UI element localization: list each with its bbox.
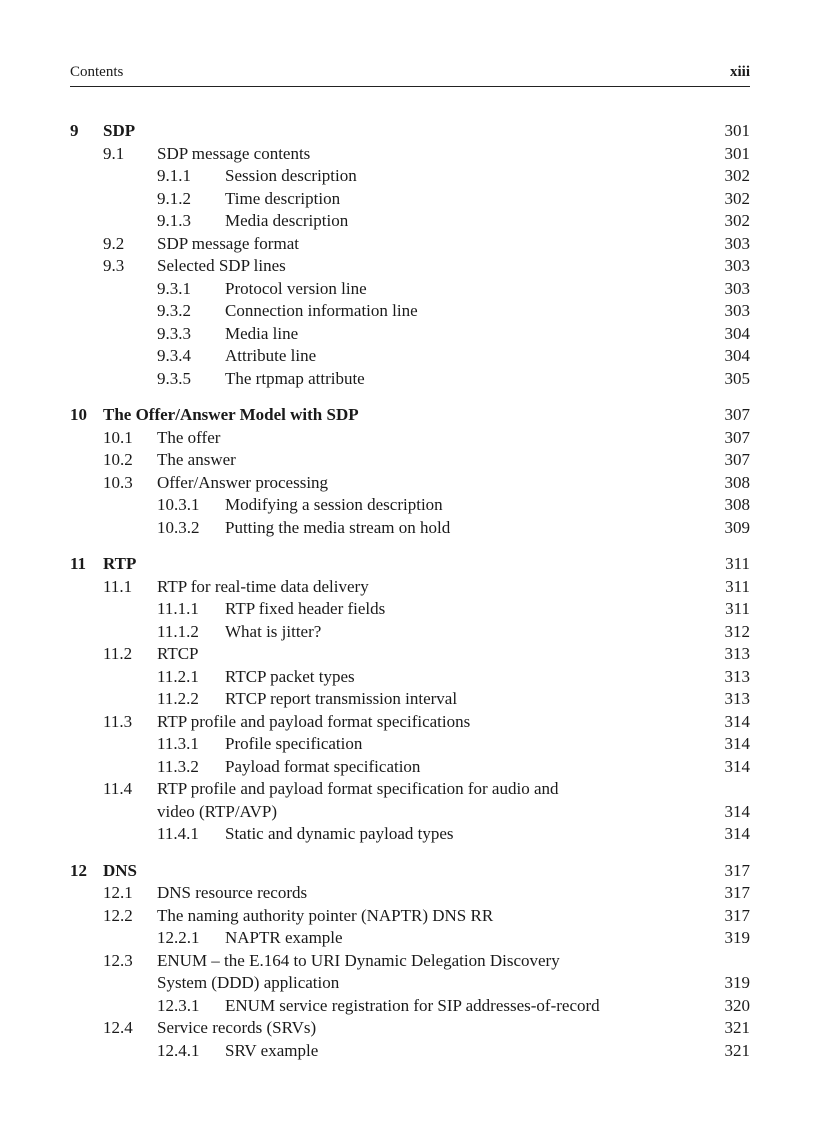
toc-entry-subsection[interactable] [70, 300, 750, 323]
toc-entry-number: 10.3.1 [157, 495, 200, 514]
toc-entry-number: 9.3.5 [157, 368, 191, 388]
toc-entry-number: 10 [70, 405, 87, 424]
toc-entry-page: 302 [724, 188, 750, 208]
toc-entry-subsection[interactable] [70, 688, 750, 711]
toc-entry-section[interactable] [70, 576, 750, 599]
toc-entry-subsection[interactable] [70, 995, 750, 1018]
toc-entry-subsection[interactable] [70, 165, 750, 188]
toc-entry-page: 303 [724, 278, 750, 298]
toc-entry-section[interactable] [70, 427, 750, 450]
toc-entry-number: 11.3 [103, 711, 133, 731]
toc-entry-subsection[interactable] [70, 598, 750, 621]
toc-entry-subsection[interactable] [70, 823, 750, 846]
toc-entry-number: 9.1.1 [157, 166, 191, 185]
toc-entry-page: 307 [724, 450, 750, 469]
toc-entry-page: 314 [724, 801, 750, 821]
toc-entry-number: 12.2 [103, 905, 133, 925]
toc-entry-title: The rtpmap attribute [225, 368, 365, 388]
toc-entry-page: 309 [724, 517, 750, 537]
toc-entry-page: 303 [724, 233, 750, 253]
toc-entry-page: 307 [724, 427, 750, 447]
toc-entry-title: Attribute line [225, 346, 317, 365]
toc-entry-number: 12.2.1 [157, 928, 200, 947]
toc-entry-title: SDP message contents [157, 143, 311, 163]
toc-entry-title: Session description [225, 166, 357, 185]
toc-entry-title: ENUM service registration for SIP addresses-of-record [225, 995, 600, 1015]
toc-entry-subsection[interactable] [70, 278, 750, 301]
toc-entry-title: Putting the media stream on hold [225, 517, 451, 537]
toc-entry-page: 308 [724, 495, 750, 514]
toc-entry-section[interactable] [70, 233, 750, 256]
toc-entry-number: 9.1.2 [157, 188, 191, 208]
toc-entry-number: 11 [70, 554, 87, 573]
toc-entry-title: Payload format specification [225, 756, 421, 776]
toc-entry-number: 11.2 [103, 644, 133, 663]
toc-entry-number: 9.3.3 [157, 323, 191, 343]
toc-entry-title: SDP message format [157, 233, 299, 253]
toc-entry-page: 311 [725, 554, 750, 573]
toc-entry-number: 11.4 [103, 779, 133, 798]
toc-entry-section[interactable] [70, 143, 750, 166]
toc-entry-page: 314 [724, 756, 750, 776]
toc-entry-page: 321 [724, 1018, 750, 1037]
toc-entry-number: 9.1.3 [157, 211, 191, 230]
toc-entry-number: 10.3 [103, 472, 133, 492]
toc-entry-page: 313 [724, 666, 750, 686]
toc-entry-page: 301 [724, 143, 750, 163]
toc-entry-subsection[interactable] [70, 368, 750, 391]
toc-entry-title: RTCP [157, 644, 199, 663]
toc-entry-title: Static and dynamic payload types [225, 824, 454, 843]
toc-entry-page: 305 [724, 368, 750, 388]
toc-entry-title: RTP fixed header fields [225, 599, 386, 618]
toc-entry-title: Profile specification [225, 734, 363, 753]
toc-entry-title: DNS [103, 860, 138, 880]
toc-entry-number: 11.1.2 [157, 621, 199, 641]
toc-entry-title: Modifying a session description [225, 495, 443, 514]
toc-entry-number: 12.3.1 [157, 995, 200, 1015]
toc-entry-number: 12.4.1 [157, 1040, 200, 1060]
toc-entry-title: Connection information line [225, 301, 418, 320]
toc-entry-number: 11.4.1 [157, 824, 199, 843]
toc-entry-title: The offer [157, 427, 221, 447]
toc-entry-title: RTCP packet types [225, 666, 355, 686]
toc-entry-title: RTP for real-time data delivery [157, 576, 369, 596]
toc-entry-title: The naming authority pointer (NAPTR) DNS RR [157, 905, 494, 925]
toc-entry-chapter[interactable] [70, 120, 750, 143]
toc-entry-page: 313 [724, 644, 750, 663]
toc-entry-title: Selected SDP lines [157, 256, 286, 275]
toc-entry-title: Offer/Answer processing [157, 472, 329, 492]
toc-entry-cont[interactable] [70, 972, 750, 995]
toc-entry-cont[interactable] [70, 801, 750, 824]
toc-entry-subsection[interactable] [70, 927, 750, 950]
toc-entry-section[interactable] [70, 882, 750, 905]
toc-entry-title: SDP [103, 121, 136, 140]
toc-entry-title: DNS resource records [157, 883, 308, 902]
toc-entry-subsection[interactable] [70, 666, 750, 689]
page-number-roman: xiii [729, 64, 750, 80]
toc-entry-page: 301 [724, 121, 750, 140]
toc-entry-page: 302 [724, 166, 750, 185]
toc-entry-title: ENUM – the E.164 to URI Dynamic Delegation Discovery [157, 950, 560, 970]
toc-entry-page: 317 [724, 905, 750, 925]
toc-entry-title: The answer [157, 450, 236, 469]
toc-entry-number: 11.2.1 [157, 666, 199, 686]
toc-entry-chapter[interactable] [70, 860, 750, 883]
toc-entry-page: 307 [724, 405, 750, 424]
toc-entry-subsection[interactable] [70, 756, 750, 779]
toc-entry-subsection[interactable] [70, 210, 750, 233]
toc-entry-number: 12.1 [103, 883, 133, 902]
toc-entry-number: 11.3.1 [157, 734, 199, 753]
toc-entry-number: 11.1 [103, 576, 133, 596]
toc-entry-title: Time description [225, 188, 341, 208]
toc-entry-page: 302 [724, 211, 750, 230]
toc-entry-number: 12 [70, 860, 87, 880]
chapter-spacer [70, 539, 750, 553]
toc-entry-page: 314 [724, 711, 750, 731]
toc-entry-subsection[interactable] [70, 733, 750, 756]
toc-entry-section[interactable] [70, 778, 750, 801]
toc-entry-number: 9 [70, 121, 79, 140]
toc-entry-section[interactable] [70, 643, 750, 666]
toc-entry-page: 314 [724, 824, 750, 843]
running-header [70, 64, 750, 87]
toc-entry-title: RTCP report transmission interval [225, 689, 458, 708]
toc-entry-page: 304 [724, 346, 750, 365]
toc-entry-section[interactable] [70, 905, 750, 928]
running-header-title: Contents [70, 64, 124, 80]
toc-entry-page: 319 [724, 928, 750, 947]
toc-entry-number: 9.3.1 [157, 278, 191, 298]
chapter-spacer [70, 846, 750, 860]
toc-entry-page: 303 [724, 301, 750, 320]
toc-entry-number: 9.3.2 [157, 301, 191, 320]
toc-entry-title: Media line [225, 323, 299, 343]
toc-entry-page: 312 [724, 621, 750, 641]
toc-entry-title: RTP profile and payload format specifications [157, 711, 471, 731]
toc-entry-number: 11.3.2 [157, 756, 199, 776]
toc-entry-number: 11.1.1 [157, 599, 199, 618]
toc-entry-subsection[interactable] [70, 621, 750, 644]
toc-entry-subsection[interactable] [70, 517, 750, 540]
toc-entry-page: 320 [724, 995, 750, 1015]
toc-entry-number: 9.1 [103, 143, 125, 163]
toc-entry-number: 10.1 [103, 427, 133, 447]
toc-entry-section[interactable] [70, 472, 750, 495]
toc-entry-page: 311 [725, 576, 750, 596]
toc-entry-page: 314 [724, 734, 750, 753]
toc-entry-page: 317 [724, 860, 750, 880]
toc-entry-number: 10.3.2 [157, 517, 200, 537]
toc-entry-section[interactable] [70, 1017, 750, 1040]
toc-entry-title: Protocol version line [225, 278, 367, 298]
toc-entry-section[interactable] [70, 950, 750, 973]
toc-entry-number: 9.3 [103, 256, 125, 275]
toc-entry-page: 321 [724, 1040, 750, 1060]
toc-entry-subsection[interactable] [70, 323, 750, 346]
toc-entry-number: 11.2.2 [157, 689, 199, 708]
toc-entry-title: SRV example [225, 1040, 319, 1060]
toc-entry-number: 12.3 [103, 950, 133, 970]
toc-entry-page: 303 [724, 256, 750, 275]
table-of-contents [70, 120, 750, 1062]
toc-entry-title: NAPTR example [225, 928, 343, 947]
toc-entry-title: RTP profile and payload format specification for audio and [157, 779, 559, 798]
toc-entry-page: 319 [724, 973, 750, 992]
chapter-spacer [70, 390, 750, 404]
toc-entry-page: 317 [724, 883, 750, 902]
toc-entry-page: 311 [725, 599, 750, 618]
toc-entry-title: RTP [103, 554, 137, 573]
toc-entry-number: 10.2 [103, 450, 133, 469]
toc-entry-number: 9.3.4 [157, 346, 191, 365]
toc-entry-subsection[interactable] [70, 1040, 750, 1063]
toc-entry-title: video (RTP/AVP) [157, 801, 278, 821]
toc-entry-section[interactable] [70, 711, 750, 734]
toc-entry-subsection[interactable] [70, 345, 750, 368]
toc-entry-page: 308 [724, 472, 750, 492]
toc-entry-title: The Offer/Answer Model with SDP [103, 405, 359, 424]
toc-entry-chapter[interactable] [70, 553, 750, 576]
toc-entry-number: 9.2 [103, 233, 125, 253]
toc-entry-title: Service records (SRVs) [157, 1018, 317, 1037]
toc-entry-chapter[interactable] [70, 404, 750, 427]
toc-entry-number: 12.4 [103, 1018, 133, 1037]
toc-entry-page: 313 [724, 689, 750, 708]
toc-entry-page: 304 [724, 323, 750, 343]
toc-entry-subsection[interactable] [70, 188, 750, 211]
toc-entry-title: Media description [225, 211, 349, 230]
toc-entry-section[interactable] [70, 255, 750, 278]
toc-entry-title: What is jitter? [225, 621, 322, 641]
toc-entry-title: System (DDD) application [157, 973, 340, 992]
toc-entry-subsection[interactable] [70, 494, 750, 517]
toc-entry-section[interactable] [70, 449, 750, 472]
